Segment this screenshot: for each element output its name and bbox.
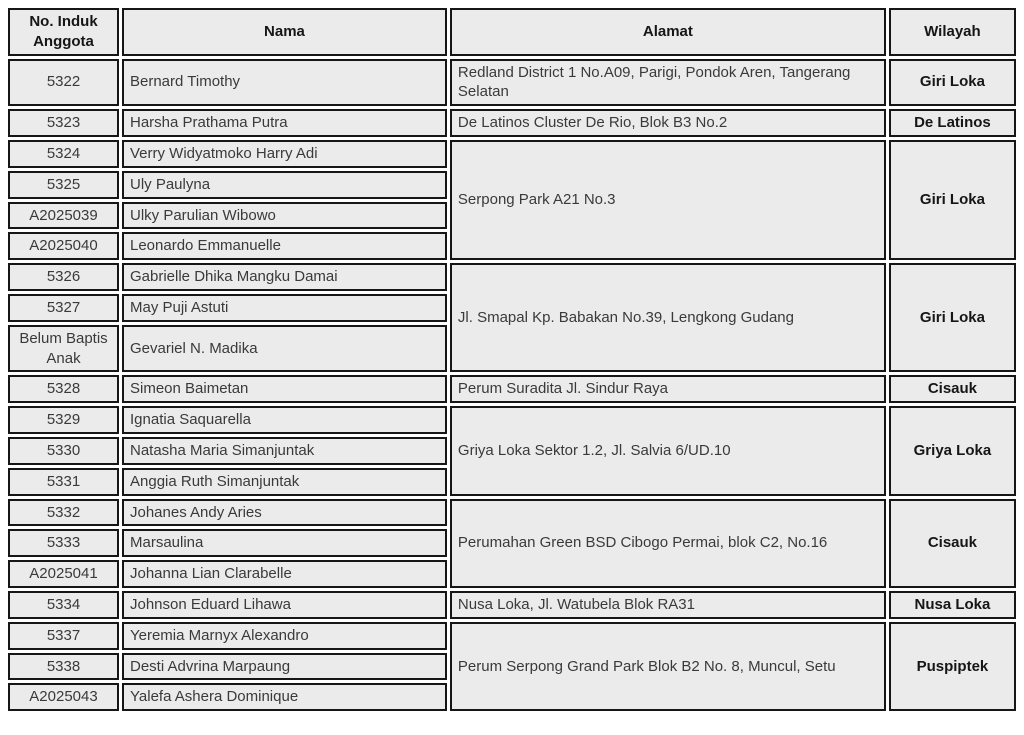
header-row (8, 8, 1016, 56)
address-cell: Griya Loka Sektor 1.2, Jl. Salvia 6/UD.10 (450, 406, 886, 495)
member-name-cell: Gevariel N. Madika (122, 325, 447, 373)
member-id-cell: A2025043 (8, 683, 119, 711)
address-cell: Redland District 1 No.A09, Parigi, Pondok Aren, Tangerang Selatan (450, 59, 886, 107)
member-name-cell: Desti Advrina Marpaung (122, 653, 447, 681)
member-id-cell: 5322 (8, 59, 119, 107)
member-name-cell: Marsaulina (122, 529, 447, 557)
member-id-cell: 5325 (8, 171, 119, 199)
member-id-cell: 5333 (8, 529, 119, 557)
address-cell: Perumahan Green BSD Cibogo Permai, blok C2, No.16 (450, 499, 886, 588)
member-name-cell: Verry Widyatmoko Harry Adi (122, 140, 447, 168)
region-cell: Puspiptek (889, 622, 1016, 711)
member-id-cell: A2025039 (8, 202, 119, 230)
member-name-cell: May Puji Astuti (122, 294, 447, 322)
address-cell: Nusa Loka, Jl. Watubela Blok RA31 (450, 591, 886, 619)
table-row (8, 622, 1016, 650)
member-id-cell: 5328 (8, 375, 119, 403)
member-name-cell: Anggia Ruth Simanjuntak (122, 468, 447, 496)
region-cell: Giri Loka (889, 140, 1016, 260)
column-header-name: Nama (122, 8, 447, 56)
region-cell: Nusa Loka (889, 591, 1016, 619)
member-id-cell: 5330 (8, 437, 119, 465)
member-id-cell: 5337 (8, 622, 119, 650)
member-name-cell: Bernard Timothy (122, 59, 447, 107)
member-id-cell: 5323 (8, 109, 119, 137)
region-cell: Cisauk (889, 499, 1016, 588)
region-cell: Griya Loka (889, 406, 1016, 495)
column-header-member-id: No. Induk Anggota (8, 8, 119, 56)
member-name-cell: Leonardo Emmanuelle (122, 232, 447, 260)
table-row (8, 406, 1016, 434)
member-table (5, 5, 1019, 714)
member-id-cell: 5329 (8, 406, 119, 434)
member-id-cell: 5334 (8, 591, 119, 619)
member-id-cell: 5324 (8, 140, 119, 168)
member-name-cell: Johnson Eduard Lihawa (122, 591, 447, 619)
member-name-cell: Ulky Parulian Wibowo (122, 202, 447, 230)
table-row (8, 375, 1016, 403)
table-row (8, 499, 1016, 527)
member-name-cell: Harsha Prathama Putra (122, 109, 447, 137)
column-header-address: Alamat (450, 8, 886, 56)
member-name-cell: Yeremia Marnyx Alexandro (122, 622, 447, 650)
column-header-region: Wilayah (889, 8, 1016, 56)
region-cell: Cisauk (889, 375, 1016, 403)
member-id-cell: 5331 (8, 468, 119, 496)
member-id-cell: 5338 (8, 653, 119, 681)
member-name-cell: Gabrielle Dhika Mangku Damai (122, 263, 447, 291)
member-name-cell: Johanna Lian Clarabelle (122, 560, 447, 588)
address-cell: Perum Suradita Jl. Sindur Raya (450, 375, 886, 403)
region-cell: De Latinos (889, 109, 1016, 137)
address-cell: Perum Serpong Grand Park Blok B2 No. 8, Muncul, Setu (450, 622, 886, 711)
member-name-cell: Ignatia Saquarella (122, 406, 447, 434)
member-name-cell: Natasha Maria Simanjuntak (122, 437, 447, 465)
member-name-cell: Yalefa Ashera Dominique (122, 683, 447, 711)
table-row (8, 140, 1016, 168)
table-row (8, 109, 1016, 137)
member-id-cell: Belum Baptis Anak (8, 325, 119, 373)
member-name-cell: Simeon Baimetan (122, 375, 447, 403)
member-name-cell: Uly Paulyna (122, 171, 447, 199)
member-name-cell: Johanes Andy Aries (122, 499, 447, 527)
member-id-cell: 5326 (8, 263, 119, 291)
address-cell: De Latinos Cluster De Rio, Blok B3 No.2 (450, 109, 886, 137)
table-row (8, 59, 1016, 107)
member-id-cell: 5327 (8, 294, 119, 322)
address-cell: Serpong Park A21 No.3 (450, 140, 886, 260)
member-id-cell: A2025040 (8, 232, 119, 260)
member-id-cell: A2025041 (8, 560, 119, 588)
region-cell: Giri Loka (889, 59, 1016, 107)
region-cell: Giri Loka (889, 263, 1016, 372)
table-row (8, 591, 1016, 619)
address-cell: Jl. Smapal Kp. Babakan No.39, Lengkong Gudang (450, 263, 886, 372)
table-row (8, 263, 1016, 291)
member-id-cell: 5332 (8, 499, 119, 527)
